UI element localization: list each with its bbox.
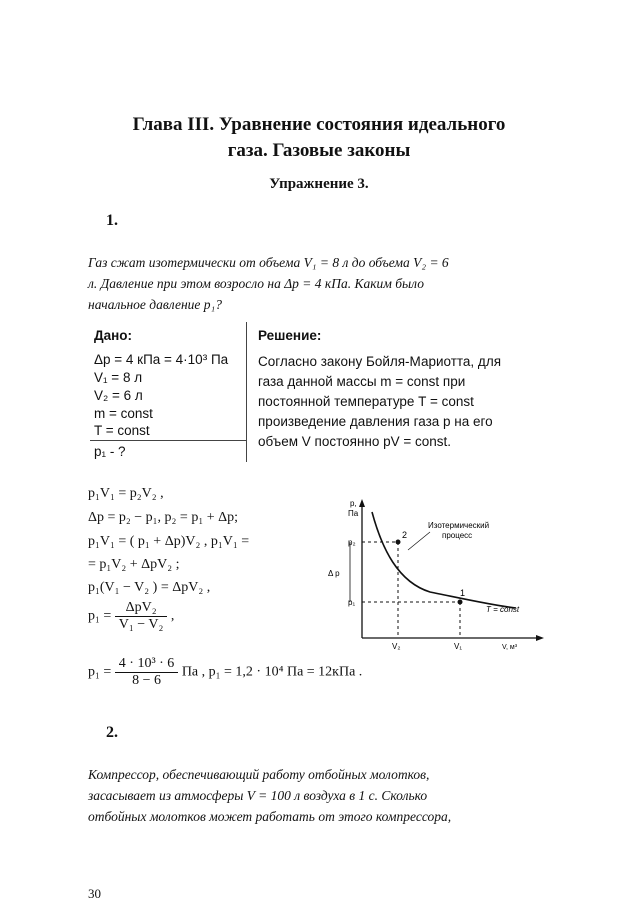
chapter-title-line2: газа. Газовые законы <box>227 140 411 161</box>
equation-line: p₁(V₁ − V₂ ) = ΔpV₂ , <box>88 580 211 595</box>
given-header: Дано: <box>94 328 133 343</box>
problem-1-text <box>88 252 534 315</box>
exercise-title: Упражнение 3. <box>269 176 369 192</box>
problem-1-line3: начальное давление p₁? <box>88 297 222 312</box>
final-numerator: 4 · 10³ · 6 <box>115 656 179 673</box>
fraction-denominator: V₁ − V₂ <box>118 617 164 632</box>
v2-label: V₂ <box>392 642 401 651</box>
problem-2-number: 2. <box>106 724 118 741</box>
fraction-numerator: ΔpV₂ <box>115 600 168 617</box>
curve-label-1: Изотермический <box>428 521 490 530</box>
solution-line: произведение давления газа p на его <box>258 414 493 429</box>
t-const-label: T = const <box>486 605 520 614</box>
fraction <box>115 600 168 633</box>
problem-2-line1: Компрессор, обеспечивающий работу отбойных молотков, <box>88 767 430 782</box>
given-mass: m = const <box>94 406 153 421</box>
fraction-lhs: p₁ = <box>88 608 112 624</box>
problem-1-line2: л. Давление при этом возросло на Δp = 4 кПа. Каким было <box>88 276 424 291</box>
equation-line: = p₁V₂ + ΔpV₂ ; <box>88 557 180 572</box>
final-denominator: 8 − 6 <box>132 673 161 688</box>
isotherm-graph <box>320 494 550 652</box>
final-lhs: p₁ = <box>88 664 112 680</box>
state-point-1 <box>458 600 463 605</box>
final-fraction <box>115 656 179 689</box>
unknown-p1: p₁ - ? <box>94 444 126 459</box>
solution-line: газа данной массы m = const при <box>258 374 466 389</box>
equation-line: Δp = p₂ − p₁, p₂ = p₁ + Δp; <box>88 510 239 525</box>
given-v2: V₂ = 6 л <box>94 388 143 403</box>
y-axis-label-unit: Па <box>348 509 359 518</box>
x-axis-label: V, м³ <box>502 644 518 651</box>
curve-label-2: процесс <box>442 531 473 540</box>
solution-line: Согласно закону Бойля-Мариотта, для <box>258 354 501 369</box>
problem-2-line3: отбойных молотков может работать от этого компрессора, <box>88 809 452 824</box>
solution-line: объем V постоянно pV = const. <box>258 434 452 449</box>
p1-label: p₁ <box>348 598 356 607</box>
v1-label: V₁ <box>454 642 463 651</box>
table-divider-vertical <box>246 322 247 462</box>
table-divider-horizontal <box>90 440 246 441</box>
final-tail: Па , p₁ = 1,2 · 10⁴ Па = 12кПа . <box>181 664 363 680</box>
equation-line: p₁V₁ = ( p₁ + Δp)V₂ , p₁V₁ = <box>88 534 250 549</box>
given-temperature: T = const <box>94 423 150 438</box>
problem-1-number: 1. <box>106 212 118 229</box>
problem-2-line2: засасывает из атмосферы V = 100 л воздуха в 1 с. Сколько <box>88 788 428 803</box>
equation-line: p₁V₁ = p₂V₂ , <box>88 486 164 501</box>
chapter-title-line1: Глава III. Уравнение состояния идеального <box>132 114 506 135</box>
given-v1: V₁ = 8 л <box>94 370 143 385</box>
fraction-tail: , <box>170 608 175 624</box>
solution-text <box>258 352 538 452</box>
problem-1-line1: Газ сжат изотермически от объема V₁ = 8 л до объема V₂ = 6 <box>88 255 449 270</box>
dp-label: Δ p <box>328 569 340 578</box>
chapter-title <box>60 112 578 164</box>
problem-2-text <box>88 764 534 827</box>
final-equation <box>88 656 362 689</box>
point-2-label: 2 <box>402 530 408 540</box>
y-axis-label-p: p, <box>350 499 357 508</box>
page-number: 30 <box>88 886 101 901</box>
solution-header: Решение: <box>258 328 322 343</box>
p2-label: p₂ <box>348 538 356 547</box>
fraction-equation <box>88 600 174 633</box>
state-point-2 <box>396 540 401 545</box>
given-dp: Δp = 4 кПа = 4·10³ Па <box>94 352 229 367</box>
solution-line: постоянной температуре T = const <box>258 394 474 409</box>
point-1-label: 1 <box>460 588 466 598</box>
